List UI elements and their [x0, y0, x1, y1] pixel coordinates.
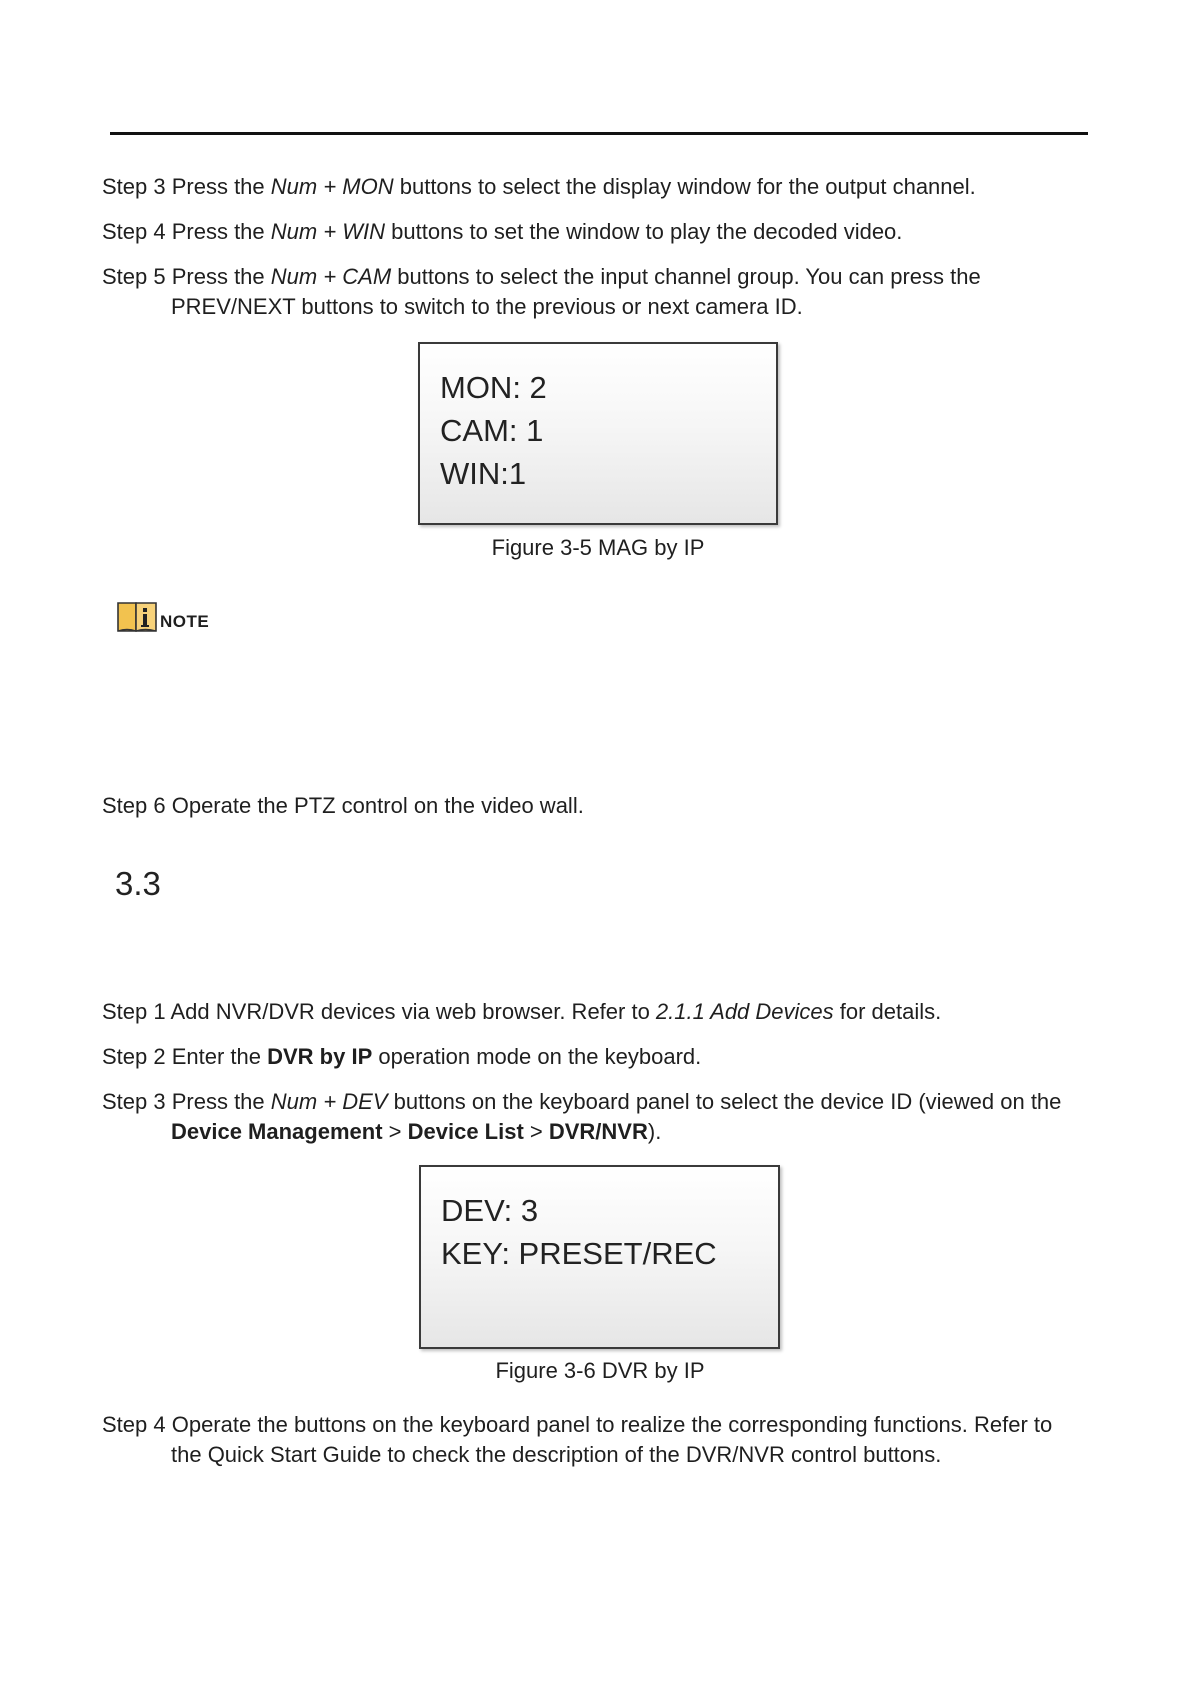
step-4-win: Step 4 Press the Num + WIN buttons to set the window to play the decoded video. — [102, 219, 903, 244]
key-combo: Num + CAM — [270, 264, 392, 289]
figure-caption-dvr: Figure 3-6 DVR by IP — [495, 1358, 705, 1383]
lcd-line-win: WIN:1 — [440, 456, 527, 491]
lcd-line-mon: MON: 2 — [440, 370, 547, 405]
mode-name: DVR by IP — [267, 1044, 373, 1069]
menu-path: Device Management > Device List > DVR/NVR). — [171, 1119, 662, 1144]
step-3-mon: Step 3 Press the Num + MON buttons to select the display window for the output channel. — [102, 174, 976, 199]
note-block — [116, 598, 209, 634]
figure-caption-mag: Figure 3-5 MAG by IP — [491, 535, 705, 560]
key-combo: Num + DEV — [270, 1089, 388, 1114]
lcd-line-key: KEY: PRESET/REC — [441, 1236, 717, 1271]
key-combo: Num + MON — [270, 174, 394, 199]
section-number: 3.3 — [115, 865, 161, 902]
step-5-continuation: PREV/NEXT buttons to switch to the previous or next camera ID. — [171, 294, 803, 319]
step-4-continuation: the Quick Start Guide to check the description of the DVR/NVR control buttons. — [171, 1442, 942, 1467]
cross-reference: 2.1.1 Add Devices — [655, 999, 834, 1024]
key-combo: Num + WIN — [270, 219, 386, 244]
note-label: NOTE — [160, 612, 210, 631]
lcd-display-dvr — [419, 1165, 780, 1349]
header-rule — [110, 132, 1088, 135]
step-6-ptz: Step 6 Operate the PTZ control on the video wall. — [102, 793, 584, 818]
info-book-icon — [116, 600, 158, 634]
lcd-display-mag — [418, 342, 778, 525]
step-5-cam: Step 5 Press the Num + CAM buttons to select the input channel group. You can press the PREV/NEXT buttons to switch to the previous or next camera ID. — [102, 262, 1082, 322]
step-4-operate: Step 4 Operate the buttons on the keyboard panel to realize the corresponding functions. Refer to the Quick Start Guide to check the description of the DVR/NVR control buttons. — [102, 1410, 1082, 1470]
lcd-line-dev: DEV: 3 — [441, 1193, 539, 1228]
step-2-mode: Step 2 Enter the DVR by IP operation mode on the keyboard. — [102, 1044, 702, 1069]
step-3-dev: Step 3 Press the Num + DEV buttons on the keyboard panel to select the device ID (viewed on the Device Management > Device List > DVR/NVR). — [102, 1087, 1082, 1147]
lcd-line-cam: CAM: 1 — [440, 413, 544, 448]
step-1-add-devices: Step 1 Add NVR/DVR devices via web browser. Refer to 2.1.1 Add Devices for details. — [102, 999, 942, 1024]
